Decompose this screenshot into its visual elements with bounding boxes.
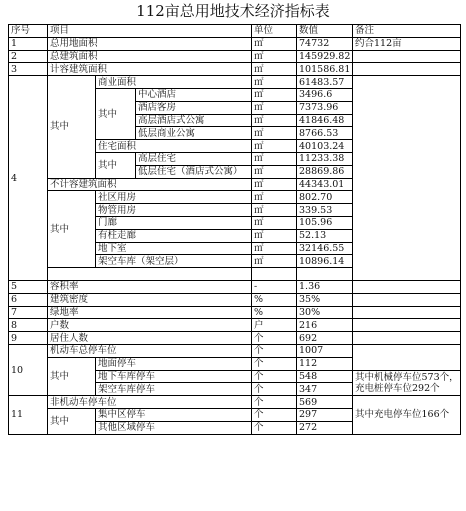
row-unit: ㎡ <box>252 101 297 114</box>
row-group-label: 其中 <box>48 408 96 434</box>
row-unit: ㎡ <box>252 165 297 178</box>
row-value: 74732 <box>297 37 353 50</box>
row-item: 低层住宅（酒店式公寓） <box>136 165 252 178</box>
row-item: 低层商业公寓 <box>136 127 252 140</box>
row-item: 非机动车停车位 <box>48 396 252 409</box>
row-value: 692 <box>297 332 353 345</box>
table-title: 112亩总用地技术经济指标表 <box>136 2 330 20</box>
row-item: 绿地率 <box>48 306 252 319</box>
row-note <box>353 332 461 345</box>
row-item: 地面停车 <box>96 357 252 370</box>
row-note <box>353 306 461 319</box>
row-unit: ㎡ <box>252 37 297 50</box>
row-unit: 个 <box>252 370 297 383</box>
row-unit <box>252 268 297 281</box>
row-item: 其他区域停车 <box>96 421 252 434</box>
row-unit: ㎡ <box>252 229 297 242</box>
table-row <box>9 319 461 332</box>
row-value: 105.96 <box>297 216 353 229</box>
row-item: 酒店客房 <box>136 101 252 114</box>
header-value: 数值 <box>297 25 353 38</box>
table-row <box>9 37 461 50</box>
row-unit: ㎡ <box>252 204 297 217</box>
row-item: 容积率 <box>48 280 252 293</box>
row-value: 297 <box>297 408 353 421</box>
row-item: 不计容建筑面积 <box>48 178 252 191</box>
row-item: 有柱走廊 <box>96 229 252 242</box>
row-unit: ㎡ <box>252 76 297 89</box>
row-value: 52.13 <box>297 229 353 242</box>
row-seq: 11 <box>9 396 48 434</box>
row-note <box>353 63 461 76</box>
row-item: 地下室 <box>96 242 252 255</box>
row-note <box>353 344 461 370</box>
parking-note-line1: 其中机械停车位573个， <box>355 371 459 383</box>
row-seq: 3 <box>9 63 48 76</box>
row-value: 1.36 <box>297 280 353 293</box>
row-value: 44343.01 <box>297 178 353 191</box>
row-note <box>353 280 461 293</box>
row-item: 集中区停车 <box>96 408 252 421</box>
row-group-label: 其中 <box>48 76 96 178</box>
header-item: 项目 <box>48 25 252 38</box>
row-seq: 5 <box>9 280 48 293</box>
row-unit: - <box>252 280 297 293</box>
table-header-row <box>9 25 461 38</box>
header-seq: 序号 <box>9 25 48 38</box>
row-unit: ㎡ <box>252 255 297 268</box>
row-item: 总用地面积 <box>48 37 252 50</box>
row-item: 建筑密度 <box>48 293 252 306</box>
row-note <box>353 293 461 306</box>
row-unit: ㎡ <box>252 63 297 76</box>
row-value: 30% <box>297 306 353 319</box>
table-row <box>9 50 461 63</box>
row-note <box>353 50 461 63</box>
row-unit: 个 <box>252 396 297 409</box>
row-seq: 2 <box>9 50 48 63</box>
row-item: 门廊 <box>96 216 252 229</box>
table-row <box>9 63 461 76</box>
table-row <box>9 344 461 357</box>
row-value: 1007 <box>297 344 353 357</box>
row-subgroup-label: 其中 <box>96 88 136 139</box>
row-value: 3496.6 <box>297 88 353 101</box>
row-note <box>353 319 461 332</box>
row-value: 61483.57 <box>297 76 353 89</box>
header-note: 备注 <box>353 25 461 38</box>
row-item: 物管用房 <box>96 204 252 217</box>
row-unit: ㎡ <box>252 114 297 127</box>
row-unit: 个 <box>252 357 297 370</box>
row-item: 架空车库（架空层） <box>96 255 252 268</box>
row-unit: % <box>252 293 297 306</box>
row-item: 地下车库停车 <box>96 370 252 383</box>
row-value: 347 <box>297 383 353 396</box>
table-row <box>9 396 461 409</box>
row-unit: 个 <box>252 383 297 396</box>
row-unit: ㎡ <box>252 152 297 165</box>
row-item: 社区用房 <box>96 191 252 204</box>
row-item: 居住人数 <box>48 332 252 345</box>
row-unit: % <box>252 306 297 319</box>
row-seq: 8 <box>9 319 48 332</box>
row-note <box>353 370 461 396</box>
row-value: 548 <box>297 370 353 383</box>
row-item: 高层住宅 <box>136 152 252 165</box>
row-value: 11233.38 <box>297 152 353 165</box>
row-unit: ㎡ <box>252 140 297 153</box>
row-unit: ㎡ <box>252 242 297 255</box>
row-item: 住宅面积 <box>96 140 252 153</box>
row-value: 216 <box>297 319 353 332</box>
row-note: 其中充电停车位166个 <box>353 396 461 434</box>
row-unit: 个 <box>252 421 297 434</box>
row-value: 272 <box>297 421 353 434</box>
table-row <box>9 293 461 306</box>
row-group-label: 其中 <box>48 191 96 268</box>
row-value: 40103.24 <box>297 140 353 153</box>
row-item <box>48 268 252 281</box>
row-unit: 个 <box>252 332 297 345</box>
row-item: 架空车库停车 <box>96 383 252 396</box>
row-note <box>353 76 461 281</box>
row-unit: ㎡ <box>252 191 297 204</box>
row-value: 112 <box>297 357 353 370</box>
row-value: 8766.53 <box>297 127 353 140</box>
row-unit: ㎡ <box>252 127 297 140</box>
row-seq: 1 <box>9 37 48 50</box>
row-group-label: 其中 <box>48 357 96 395</box>
row-value: 41846.48 <box>297 114 353 127</box>
row-unit: ㎡ <box>252 178 297 191</box>
row-item: 计容建筑面积 <box>48 63 252 76</box>
row-unit: ㎡ <box>252 216 297 229</box>
row-value: 10896.14 <box>297 255 353 268</box>
table-row <box>9 280 461 293</box>
row-item: 总建筑面积 <box>48 50 252 63</box>
row-value: 32146.55 <box>297 242 353 255</box>
table-row <box>9 306 461 319</box>
row-value: 101586.81 <box>297 63 353 76</box>
table-row <box>9 332 461 345</box>
row-seq: 9 <box>9 332 48 345</box>
row-unit: ㎡ <box>252 88 297 101</box>
row-item: 户数 <box>48 319 252 332</box>
parking-note-line2: 充电桩停车位292个 <box>355 382 440 394</box>
row-seq: 7 <box>9 306 48 319</box>
row-value: 35% <box>297 293 353 306</box>
row-item: 机动车总停车位 <box>48 344 252 357</box>
row-note: 约合112亩 <box>353 37 461 50</box>
row-value: 28869.86 <box>297 165 353 178</box>
row-value: 7373.96 <box>297 101 353 114</box>
row-unit: 个 <box>252 344 297 357</box>
row-value: 569 <box>297 396 353 409</box>
row-subgroup-label: 其中 <box>96 152 136 178</box>
row-seq: 4 <box>9 76 48 281</box>
table-row <box>9 76 461 89</box>
row-item: 中心酒店 <box>136 88 252 101</box>
row-unit: ㎡ <box>252 50 297 63</box>
row-item: 商业面积 <box>96 76 252 89</box>
row-seq: 10 <box>9 344 48 395</box>
row-value: 145929.82 <box>297 50 353 63</box>
indicator-table <box>8 24 461 435</box>
header-unit: 单位 <box>252 25 297 38</box>
row-value <box>297 268 353 281</box>
row-seq: 6 <box>9 293 48 306</box>
row-value: 802.70 <box>297 191 353 204</box>
row-item: 高层酒店式公寓 <box>136 114 252 127</box>
row-unit: 户 <box>252 319 297 332</box>
row-value: 339.53 <box>297 204 353 217</box>
row-unit: 个 <box>252 408 297 421</box>
